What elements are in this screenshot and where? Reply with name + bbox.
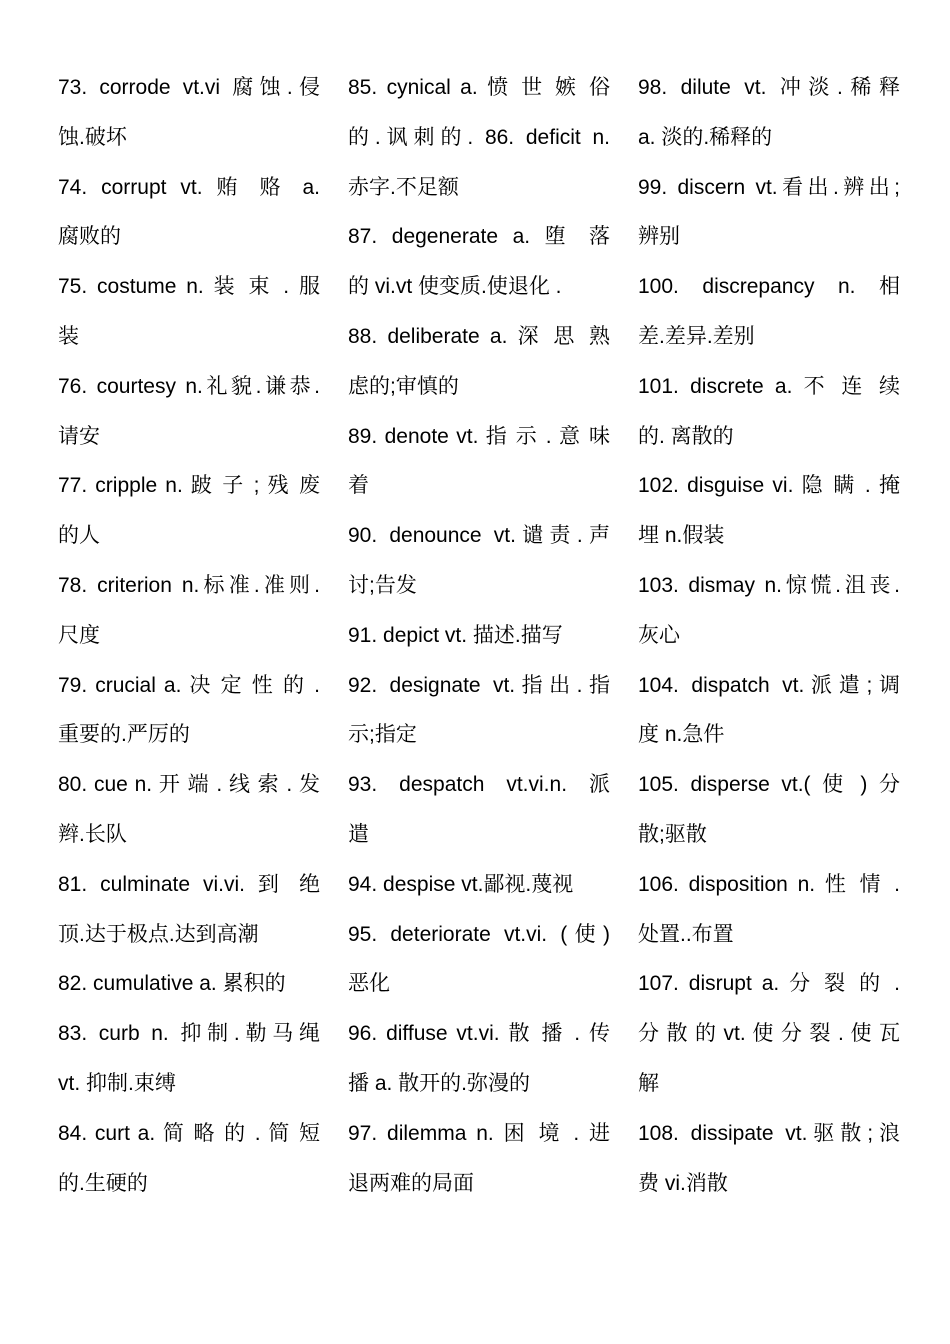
vocab-line: 82. cumulative a. 累积的 — [58, 972, 286, 996]
vocab-line: 蚀.破坏 — [58, 125, 127, 149]
vocab-line: 93. despatch vt.vi.n. 派 — [348, 773, 610, 797]
vocab-line: 91. depict vt. 描述.描写 — [348, 623, 563, 647]
vocab-line: 虑的;审慎的 — [348, 374, 459, 398]
vocab-line: 差.差异.差别 — [638, 324, 755, 348]
vocab-line: 的. 离散的 — [638, 424, 734, 448]
vocab-line: 辫.长队 — [58, 822, 127, 846]
vocab-line: 81. culminate vi.vi. 到 绝 — [58, 872, 320, 896]
vocab-line: 105. disperse vt.( 使 ) 分 — [638, 773, 900, 797]
vocab-line: 灰心 — [638, 623, 680, 647]
vocab-line: 请安 — [58, 424, 100, 448]
vocab-line: 76. courtesy n.礼貌.谦恭. — [58, 374, 320, 398]
vocab-line: 处置..布置 — [638, 922, 734, 946]
vocab-line: 恶化 — [348, 972, 390, 996]
vocab-line: 腐败的 — [58, 225, 121, 249]
vocab-line: 的.讽刺的. 86. deficit n. — [348, 125, 610, 149]
vocab-line: 87. degenerate a. 堕 落 — [348, 225, 610, 249]
vocab-line: 重要的.严厉的 — [58, 723, 190, 747]
vocab-line: 分 散 的 vt. 使 分 裂 . 使 瓦 — [638, 1022, 900, 1046]
vocab-line: 73. corrode vt.vi 腐蚀.侵 — [58, 76, 320, 99]
vocab-line: 101. discrete a. 不 连 续 — [638, 374, 900, 398]
vocab-line: 103. dismay n.惊慌.沮丧. — [638, 573, 900, 597]
vocab-line: 88. deliberate a. 深 思 熟 — [348, 324, 610, 348]
vocab-line: vt. 抑制.束缚 — [58, 1071, 176, 1095]
vocab-line: 解 — [638, 1071, 659, 1095]
vocab-line: 102. disguise vi. 隐 瞒 . 掩 — [638, 474, 900, 498]
vocab-line: 退两难的局面 — [348, 1171, 474, 1195]
vocab-line: 90. denounce vt.谴责.声 — [348, 524, 610, 548]
vocab-line: 107. disrupt a. 分 裂 的 . — [638, 972, 900, 996]
vocab-line: 着 — [348, 474, 369, 498]
vocab-line: 散;驱散 — [638, 822, 707, 846]
vocab-line: 95. deteriorate vt.vi. (使) — [348, 922, 610, 946]
vocab-line: 讨;告发 — [348, 573, 417, 597]
vocab-line: 80. cue n. 开 端 . 线 索 . 发 — [58, 773, 320, 797]
vocab-line: 84. curt a. 简 略 的 . 简 短 — [58, 1121, 320, 1145]
vocab-line: 92. designate vt.指出.指 — [348, 673, 610, 697]
vocab-column-1 — [58, 63, 320, 1208]
vocab-line: 播 a. 散开的.弥漫的 — [348, 1071, 531, 1095]
vocab-line: 装 — [58, 324, 79, 348]
vocab-line: 度 n.急件 — [638, 723, 725, 747]
vocab-line: 106. disposition n. 性 情 . — [638, 872, 900, 896]
vocab-line: 79. crucial a. 决 定 性 的 . — [58, 673, 320, 697]
vocab-line: 97. dilemma n. 困 境 . 进 — [348, 1121, 610, 1145]
vocab-line: 83. curb n. 抑制.勒马绳 — [58, 1022, 320, 1046]
vocab-line: 94. despise vt.鄙视.蔑视 — [348, 872, 574, 896]
vocab-line: 的 vi.vt 使变质.使退化 . — [348, 275, 562, 299]
vocab-line: 77. cripple n. 跛 子 ; 残 废 — [58, 474, 320, 498]
vocab-line: 尺度 — [58, 623, 100, 647]
vocab-column-3 — [638, 63, 900, 1208]
vocab-line: 100. discrepancy n. 相 — [638, 275, 900, 299]
vocab-column-2 — [348, 63, 610, 1208]
vocab-line: 78. criterion n.标准.准则. — [58, 573, 320, 597]
vocab-line: a. 淡的.稀释的 — [638, 125, 773, 149]
vocab-line: 辨别 — [638, 225, 680, 249]
vocab-line: 89. denote vt. 指 示 . 意 味 — [348, 424, 610, 448]
vocab-line: 顶.达于极点.达到高潮 — [58, 922, 259, 946]
vocab-line: 104. dispatch vt.派遣;调 — [638, 673, 900, 697]
vocab-line: 费 vi.消散 — [638, 1171, 728, 1195]
vocab-line: 99. discern vt.看出.辨出; — [638, 175, 900, 199]
vocab-line: 74. corrupt vt. 贿 赂 a. — [58, 175, 320, 199]
vocab-line: 98. dilute vt. 冲淡.稀释 — [638, 76, 900, 99]
vocab-line: 遣 — [348, 822, 369, 846]
vocab-line: 75. costume n. 装 束 . 服 — [58, 275, 320, 299]
vocab-line: 108. dissipate vt.驱散;浪 — [638, 1121, 900, 1145]
vocab-line: 96. diffuse vt.vi. 散 播 . 传 — [348, 1022, 610, 1046]
vocab-line: 的人 — [58, 524, 100, 548]
vocab-line: 示;指定 — [348, 723, 417, 747]
vocab-line: 赤字.不足额 — [348, 175, 459, 199]
vocab-line: 85. cynical a. 愤 世 嫉 俗 — [348, 76, 610, 99]
vocab-line: 埋 n.假装 — [638, 524, 725, 548]
vocab-line: 的.生硬的 — [58, 1171, 148, 1195]
